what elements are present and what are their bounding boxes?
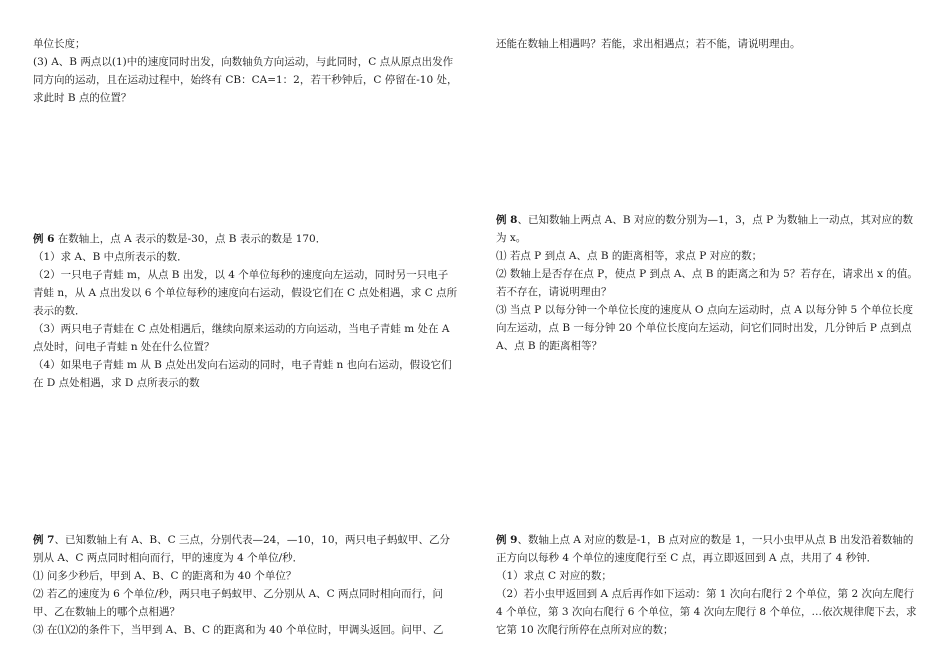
example-8-question-2: ⑵ 数轴上是否存在点 P，使点 P 到点 A、点 B 的距离之和为 5？若存在，请求出 x 的值。若不存在，请说明理由？ [496, 268, 918, 298]
example-9-heading [496, 531, 921, 567]
example-6-question-3: （3）两只电子青蛙在 C 点处相遇后，继续向原来运动的方向运动，当电子青蛙 m 处在 A 点处时，问电子青蛙 n 处在什么位置？ [33, 323, 450, 353]
example-8-question-1: ⑴ 若点 P 到点 A、点 B 的距离相等，求点 P 对应的数； [496, 250, 763, 262]
example-6-question-4: （4）如果电子青蛙 m 从 B 点处出发向右运动的同时，电子青蛙 n 也向右运动，假设它们在 D 点处相遇，求 D 点所表示的数 [33, 359, 452, 389]
example-7 [33, 531, 458, 639]
example-8-heading [496, 211, 921, 247]
example-8-question-3: ⑶ 当点 P 以每分钟一个单位长度的速度从 O 点向左运动时，点 A 以每分钟 5 个单位长度向左运动，点 B 一每分钟 20 个单位长度向左运动，问它们同时出发，几分钟后 P 点到点 A、点 B 的距离相等？ [496, 304, 913, 352]
example-6-statement: 在数轴上，点 A 表示的数是-30，点 B 表示的数是 170． [54, 233, 327, 245]
example-9-label: 例 9 [496, 534, 518, 546]
left-column [33, 0, 458, 672]
example-7-question-3: ⑶ 在⑴⑵的条件下，当甲到 A、B、C 的距离和为 40 个单位时，甲调头返回。问甲、乙 [33, 624, 444, 636]
example-8 [496, 211, 921, 355]
example-9 [496, 531, 921, 639]
example-6-label: 例 6 [33, 233, 55, 245]
example-7-question-1: ⑴ 问多少秒后，甲到 A、B、C 的距离和为 40 个单位？ [33, 570, 297, 582]
example-8-statement: 、已知数轴上两点 A、B 对应的数分别为—1，3，点 P 为数轴上一动点，其对应的数为 x。 [496, 214, 914, 244]
continuation-question-3: (3) A、B 两点以(1)中的速度同时出发，向数轴负方向运动，与此同时，C 点从原点出发作同方向的运动，且在运动过程中，始终有 CB：CA=1：2，若干秒钟后，C 停留在-10 处，求此时 B 点的位置？ [33, 56, 458, 104]
example-9-question-2: （2）若小虫甲返回到 A 点后再作如下运动：第 1 次向右爬行 2 个单位，第 2 次向左爬行 4 个单位，第 3 次向右爬行 6 个单位，第 4 次向左爬行 8 个单位，…依次规律爬下去，求它第 10 次爬行所停在点所对应的数； [496, 588, 917, 636]
continuation-line-1: 单位长度； [33, 38, 86, 50]
continuation-line-right: 还能在数轴上相遇吗？若能，求出相遇点；若不能，请说明理由。 [496, 38, 801, 50]
example-9-statement: 、数轴上点 A 对应的数是-1，B 点对应的数是 1，一只小虫甲从点 B 出发沿着数轴的正方向以每秒 4 个单位的速度爬行至 C 点，再立即返回到 A 点，共用了 4 秒钟． [496, 534, 914, 564]
example-6-question-2: （2）一只电子青蛙 m，从点 B 出发，以 4 个单位每秒的速度向左运动，同时另一只电子青蛙 n，从 A 点出发以 6 个单位每秒的速度向右运动，假设它们在 C 点处相遇，求 C 点所表示的数． [33, 269, 458, 317]
example-6 [33, 230, 458, 392]
example-7-statement: 、已知数轴上有 A、B、C 三点，分别代表—24，—10，10，两只电子蚂蚁甲、乙分别从 A、C 两点同时相向而行，甲的速度为 4 个单位/秒． [33, 534, 451, 564]
example-9-question-1: （1）求点 C 对应的数； [496, 570, 612, 582]
example-8-label: 例 8 [496, 214, 518, 226]
continuation-block-right [496, 35, 921, 53]
example-7-question-2: ⑵ 若乙的速度为 6 个单位/秒，两只电子蚂蚁甲、乙分别从 A、C 两点同时相向而行，问甲、乙在数轴上的哪个点相遇？ [33, 588, 444, 618]
example-7-heading [33, 531, 458, 567]
example-6-heading [33, 230, 458, 248]
right-column [496, 0, 921, 672]
example-7-label: 例 7 [33, 534, 55, 546]
continuation-block-left [33, 35, 458, 107]
example-6-question-1: （1）求 A、B 中点所表示的数． [33, 251, 188, 263]
